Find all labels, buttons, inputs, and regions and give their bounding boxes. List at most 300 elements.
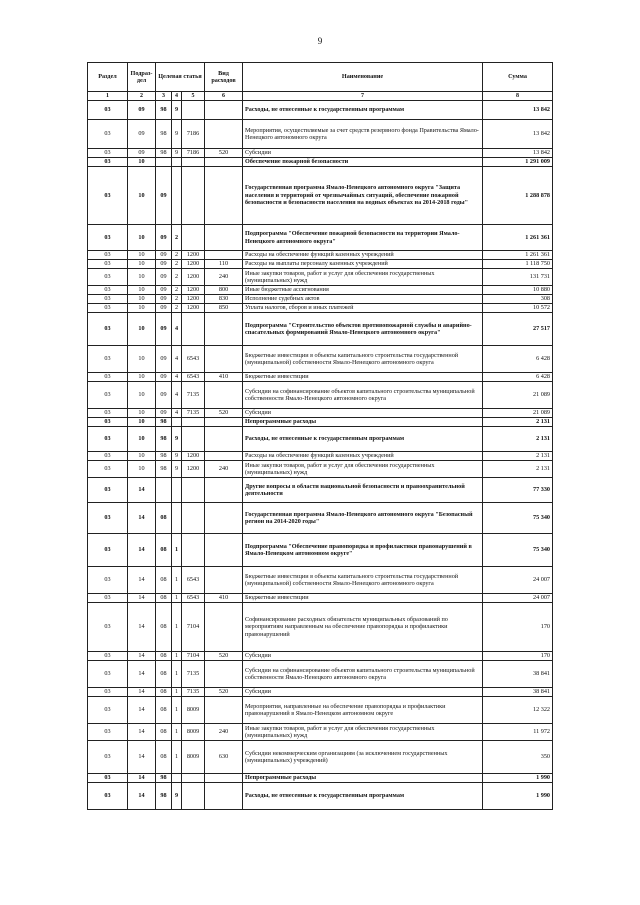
table-row [88, 741, 553, 774]
cell-direction: 7104 [182, 603, 205, 652]
cell-expense-type [205, 427, 243, 452]
table-row [88, 286, 553, 295]
cell-direction [182, 101, 205, 120]
cell-direction [182, 158, 205, 167]
cell-subsection: 09 [128, 149, 156, 158]
cell-program [156, 478, 172, 503]
cell-name: Подпрограмма "Обеспечение правопорядка и профилактики правонарушений в Ямало-Ненецком автономном округе" [243, 534, 483, 567]
cell-direction: 1200 [182, 286, 205, 295]
cell-subprogram: 4 [172, 382, 182, 409]
cell-subprogram: 1 [172, 567, 182, 594]
cell-expense-type [205, 158, 243, 167]
cell-sum: 10 880 [483, 286, 553, 295]
cell-direction [182, 783, 205, 810]
cell-name: Бюджетные инвестиции в объекты капитального строительства государственной (муниципальной) собственности Ямало-Ненецкого автономного округа [243, 346, 483, 373]
cell-sum: 2 131 [483, 461, 553, 478]
cell-sum: 38 841 [483, 688, 553, 697]
cell-expense-type: 830 [205, 295, 243, 304]
table-row [88, 478, 553, 503]
cell-subprogram: 9 [172, 461, 182, 478]
cell-name: Иные бюджетные ассигнования [243, 286, 483, 295]
cell-sum: 170 [483, 652, 553, 661]
cell-direction: 8009 [182, 741, 205, 774]
index-cell: 6 [205, 92, 243, 101]
cell-direction: 1200 [182, 295, 205, 304]
cell-sum: 10 572 [483, 304, 553, 313]
cell-sum: 2 131 [483, 427, 553, 452]
cell-expense-type [205, 661, 243, 688]
cell-expense-type: 800 [205, 286, 243, 295]
cell-name: Субсидии некоммерческим организациям (за исключением государственных (муниципальных) учреждений) [243, 741, 483, 774]
cell-section: 03 [88, 101, 128, 120]
table-row [88, 661, 553, 688]
cell-direction: 7186 [182, 149, 205, 158]
cell-section: 03 [88, 603, 128, 652]
cell-program: 98 [156, 418, 172, 427]
cell-section: 03 [88, 724, 128, 741]
cell-subprogram: 2 [172, 295, 182, 304]
cell-subprogram: 2 [172, 286, 182, 295]
cell-sum: 2 131 [483, 418, 553, 427]
cell-subprogram [172, 418, 182, 427]
cell-subsection: 14 [128, 567, 156, 594]
cell-sum: 1 990 [483, 783, 553, 810]
cell-sum: 75 340 [483, 534, 553, 567]
cell-subsection: 14 [128, 688, 156, 697]
cell-sum: 1 288 878 [483, 167, 553, 225]
table-row [88, 783, 553, 810]
cell-name: Расходы, не отнесенные к государственным программам [243, 101, 483, 120]
cell-sum: 308 [483, 295, 553, 304]
cell-subprogram [172, 503, 182, 534]
header-name: Наименование [243, 63, 483, 92]
cell-name: Субсидии на софинансирование объектов капитального строительства муниципальной собственности Ямало-Ненецкого автономного округа [243, 382, 483, 409]
cell-direction: 7186 [182, 120, 205, 149]
cell-subsection: 14 [128, 774, 156, 783]
cell-direction: 1200 [182, 304, 205, 313]
header-sum: Сумма [483, 63, 553, 92]
cell-program: 09 [156, 382, 172, 409]
cell-name: Подпрограмма "Обеспечение пожарной безопасности на территории Ямало-Ненецкого автономного округа" [243, 225, 483, 251]
cell-program: 08 [156, 697, 172, 724]
cell-direction: 6543 [182, 346, 205, 373]
cell-subprogram: 9 [172, 149, 182, 158]
cell-subsection: 10 [128, 167, 156, 225]
cell-expense-type: 520 [205, 688, 243, 697]
table-row [88, 452, 553, 461]
cell-expense-type [205, 120, 243, 149]
table-row [88, 304, 553, 313]
cell-subsection: 10 [128, 251, 156, 260]
index-cell: 3 [156, 92, 172, 101]
cell-program: 08 [156, 503, 172, 534]
cell-direction: 6543 [182, 373, 205, 382]
table-row [88, 503, 553, 534]
table-row [88, 567, 553, 594]
cell-section: 03 [88, 304, 128, 313]
cell-subsection: 09 [128, 101, 156, 120]
budget-table [87, 62, 553, 810]
cell-expense-type [205, 382, 243, 409]
cell-direction: 7135 [182, 382, 205, 409]
cell-program: 98 [156, 101, 172, 120]
cell-expense-type [205, 783, 243, 810]
cell-name: Государственная программа Ямало-Ненецкого автономного округа "Безопасный регион на 2014-2020 годы" [243, 503, 483, 534]
cell-program: 98 [156, 452, 172, 461]
cell-subprogram: 2 [172, 251, 182, 260]
cell-name: Иные закупки товаров, работ и услуг для обеспечения государственных (муниципальных) нужд [243, 724, 483, 741]
cell-expense-type [205, 313, 243, 346]
table-row [88, 418, 553, 427]
cell-subsection: 10 [128, 427, 156, 452]
cell-subprogram [172, 478, 182, 503]
cell-direction: 8009 [182, 724, 205, 741]
cell-sum: 1 291 009 [483, 158, 553, 167]
cell-program: 98 [156, 783, 172, 810]
cell-expense-type: 630 [205, 741, 243, 774]
cell-name: Подпрограмма "Строительство объектов противопожарной службы и аварийно-спасательных формирований Ямало-Ненецкого автономного округа" [243, 313, 483, 346]
header-section: Раздел [88, 63, 128, 92]
cell-subsection: 14 [128, 478, 156, 503]
cell-sum: 75 340 [483, 503, 553, 534]
cell-program [156, 158, 172, 167]
cell-subprogram: 1 [172, 688, 182, 697]
cell-subsection: 10 [128, 313, 156, 346]
cell-program: 98 [156, 120, 172, 149]
cell-subsection: 10 [128, 382, 156, 409]
cell-expense-type: 240 [205, 461, 243, 478]
cell-subsection: 14 [128, 652, 156, 661]
cell-direction: 7135 [182, 409, 205, 418]
cell-subprogram [172, 167, 182, 225]
cell-subprogram: 9 [172, 101, 182, 120]
cell-subsection: 10 [128, 346, 156, 373]
cell-name: Субсидии на софинансирование объектов капитального строительства муниципальной собственности Ямало-Ненецкого автономного округа [243, 661, 483, 688]
cell-section: 03 [88, 313, 128, 346]
cell-section: 03 [88, 225, 128, 251]
table-row [88, 774, 553, 783]
cell-expense-type [205, 251, 243, 260]
cell-sum: 24 007 [483, 594, 553, 603]
cell-section: 03 [88, 373, 128, 382]
cell-name: Расходы на выплаты персоналу казенных учреждений [243, 260, 483, 269]
cell-subprogram: 2 [172, 269, 182, 286]
cell-sum: 13 842 [483, 120, 553, 149]
header-subsection: Подраз-дел [128, 63, 156, 92]
cell-subprogram: 1 [172, 697, 182, 724]
index-cell: 2 [128, 92, 156, 101]
cell-name: Иные закупки товаров, работ и услуг для обеспечения государственных (муниципальных) нужд [243, 461, 483, 478]
cell-expense-type: 520 [205, 652, 243, 661]
cell-expense-type [205, 567, 243, 594]
cell-subsection: 10 [128, 295, 156, 304]
cell-direction: 8009 [182, 697, 205, 724]
cell-direction: 1200 [182, 269, 205, 286]
cell-program: 09 [156, 295, 172, 304]
cell-program: 09 [156, 313, 172, 346]
cell-section: 03 [88, 286, 128, 295]
cell-name: Другие вопросы в области национальной безопасности и правоохранительной деятельности [243, 478, 483, 503]
cell-program: 08 [156, 661, 172, 688]
cell-section: 03 [88, 120, 128, 149]
cell-subsection: 14 [128, 724, 156, 741]
header-target-article: Целевая статья [156, 63, 205, 92]
cell-name: Иные закупки товаров, работ и услуг для обеспечения государственных (муниципальных) нужд [243, 269, 483, 286]
cell-section: 03 [88, 167, 128, 225]
cell-subprogram: 1 [172, 724, 182, 741]
cell-direction [182, 478, 205, 503]
cell-program: 09 [156, 167, 172, 225]
cell-program: 98 [156, 149, 172, 158]
cell-subprogram: 2 [172, 304, 182, 313]
cell-expense-type: 850 [205, 304, 243, 313]
cell-sum: 1 261 361 [483, 225, 553, 251]
cell-subprogram: 1 [172, 603, 182, 652]
table-row [88, 409, 553, 418]
cell-sum: 38 841 [483, 661, 553, 688]
cell-expense-type [205, 697, 243, 724]
cell-section: 03 [88, 295, 128, 304]
cell-name: Бюджетные инвестиции [243, 594, 483, 603]
cell-section: 03 [88, 783, 128, 810]
cell-subsection: 14 [128, 603, 156, 652]
cell-name: Непрограммные расходы [243, 418, 483, 427]
cell-section: 03 [88, 269, 128, 286]
cell-subprogram: 4 [172, 409, 182, 418]
cell-expense-type [205, 478, 243, 503]
cell-direction: 7104 [182, 652, 205, 661]
cell-expense-type [205, 167, 243, 225]
cell-program: 08 [156, 567, 172, 594]
table-row [88, 313, 553, 346]
cell-name: Софинансирование расходных обязательств муниципальных образований по мероприятиям направленным на обеспечение правопорядка и профилактики правонарушений [243, 603, 483, 652]
cell-direction: 1200 [182, 461, 205, 478]
cell-section: 03 [88, 418, 128, 427]
table-row [88, 534, 553, 567]
table-row [88, 260, 553, 269]
cell-subsection: 14 [128, 783, 156, 810]
cell-direction: 1200 [182, 452, 205, 461]
cell-sum: 1 990 [483, 774, 553, 783]
cell-subsection: 10 [128, 225, 156, 251]
cell-subprogram: 9 [172, 120, 182, 149]
cell-section: 03 [88, 427, 128, 452]
cell-sum: 11 972 [483, 724, 553, 741]
cell-direction [182, 225, 205, 251]
cell-subprogram: 4 [172, 313, 182, 346]
cell-name: Исполнение судебных актов [243, 295, 483, 304]
cell-section: 03 [88, 461, 128, 478]
cell-expense-type: 110 [205, 260, 243, 269]
cell-name: Уплата налогов, сборов и иных платежей [243, 304, 483, 313]
cell-program: 08 [156, 603, 172, 652]
cell-subsection: 09 [128, 120, 156, 149]
cell-sum: 6 428 [483, 346, 553, 373]
cell-section: 03 [88, 652, 128, 661]
cell-subprogram [172, 774, 182, 783]
cell-subprogram: 1 [172, 661, 182, 688]
cell-subsection: 10 [128, 158, 156, 167]
cell-expense-type [205, 774, 243, 783]
cell-name: Обеспечение пожарной безопасности [243, 158, 483, 167]
cell-section: 03 [88, 149, 128, 158]
cell-subprogram: 4 [172, 373, 182, 382]
index-cell: 5 [182, 92, 205, 101]
cell-subprogram: 2 [172, 225, 182, 251]
cell-program: 09 [156, 269, 172, 286]
cell-sum: 21 089 [483, 409, 553, 418]
table-row [88, 101, 553, 120]
cell-name: Расходы на обеспечение функций казенных учреждений [243, 452, 483, 461]
page-number: 9 [317, 36, 323, 46]
cell-sum: 27 517 [483, 313, 553, 346]
cell-subsection: 10 [128, 409, 156, 418]
cell-name: Непрограммные расходы [243, 774, 483, 783]
cell-expense-type [205, 346, 243, 373]
index-cell: 1 [88, 92, 128, 101]
cell-subprogram: 1 [172, 741, 182, 774]
cell-expense-type: 240 [205, 269, 243, 286]
cell-expense-type [205, 452, 243, 461]
cell-section: 03 [88, 346, 128, 373]
cell-section: 03 [88, 688, 128, 697]
cell-name: Расходы, не отнесенные к государственным программам [243, 427, 483, 452]
cell-expense-type [205, 503, 243, 534]
cell-name: Расходы на обеспечение функций казенных учреждений [243, 251, 483, 260]
table-row [88, 225, 553, 251]
index-cell: 7 [243, 92, 483, 101]
table-row [88, 346, 553, 373]
cell-name: Бюджетные инвестиции в объекты капитального строительства государственной (муниципальной) собственности Ямало-Ненецкого автономного округа [243, 567, 483, 594]
cell-expense-type: 240 [205, 724, 243, 741]
cell-sum: 6 428 [483, 373, 553, 382]
cell-program: 09 [156, 373, 172, 382]
table-row [88, 269, 553, 286]
table-row [88, 295, 553, 304]
cell-direction: 7135 [182, 688, 205, 697]
cell-section: 03 [88, 774, 128, 783]
cell-section: 03 [88, 251, 128, 260]
cell-direction [182, 427, 205, 452]
cell-program: 98 [156, 427, 172, 452]
cell-program: 09 [156, 260, 172, 269]
cell-subprogram: 1 [172, 594, 182, 603]
table-row [88, 688, 553, 697]
header-row [88, 63, 553, 92]
cell-expense-type: 520 [205, 409, 243, 418]
cell-sum: 350 [483, 741, 553, 774]
cell-subsection: 10 [128, 286, 156, 295]
cell-program: 08 [156, 741, 172, 774]
table-row [88, 427, 553, 452]
table-row [88, 603, 553, 652]
cell-section: 03 [88, 741, 128, 774]
cell-sum: 2 131 [483, 452, 553, 461]
cell-direction: 6543 [182, 594, 205, 603]
header-expense-type: Вид расходов [205, 63, 243, 92]
cell-sum: 21 089 [483, 382, 553, 409]
cell-expense-type: 520 [205, 149, 243, 158]
cell-subprogram: 4 [172, 346, 182, 373]
cell-program: 08 [156, 724, 172, 741]
table-row [88, 594, 553, 603]
cell-subsection: 14 [128, 697, 156, 724]
table-row [88, 158, 553, 167]
cell-name: Расходы, не отнесенные к государственным программам [243, 783, 483, 810]
cell-direction: 1200 [182, 251, 205, 260]
cell-subsection: 14 [128, 534, 156, 567]
table-row [88, 382, 553, 409]
cell-direction [182, 534, 205, 567]
cell-section: 03 [88, 594, 128, 603]
cell-program: 09 [156, 251, 172, 260]
cell-sum: 131 731 [483, 269, 553, 286]
cell-direction [182, 167, 205, 225]
cell-subsection: 14 [128, 503, 156, 534]
cell-expense-type [205, 225, 243, 251]
cell-subprogram: 1 [172, 652, 182, 661]
cell-subsection: 14 [128, 661, 156, 688]
cell-direction: 6543 [182, 567, 205, 594]
cell-sum: 77 330 [483, 478, 553, 503]
cell-expense-type [205, 534, 243, 567]
cell-section: 03 [88, 382, 128, 409]
cell-subprogram: 9 [172, 427, 182, 452]
cell-program: 09 [156, 225, 172, 251]
index-cell: 4 [172, 92, 182, 101]
cell-sum: 24 007 [483, 567, 553, 594]
cell-subsection: 10 [128, 461, 156, 478]
cell-sum: 170 [483, 603, 553, 652]
cell-program: 08 [156, 652, 172, 661]
cell-program: 09 [156, 409, 172, 418]
cell-sum: 1 118 750 [483, 260, 553, 269]
table-row [88, 652, 553, 661]
column-index-row [88, 92, 553, 101]
cell-subprogram [172, 158, 182, 167]
cell-expense-type [205, 603, 243, 652]
cell-name: Субсидии [243, 652, 483, 661]
cell-subsection: 10 [128, 373, 156, 382]
cell-section: 03 [88, 409, 128, 418]
table-row [88, 697, 553, 724]
cell-subprogram: 1 [172, 534, 182, 567]
cell-program: 09 [156, 346, 172, 373]
cell-subsection: 10 [128, 260, 156, 269]
cell-program: 09 [156, 304, 172, 313]
cell-name: Государственная программа Ямало-Ненецкого автономного округа "Защита населения и территорий от чрезвычайных ситуаций, обеспечение пожарной безопасности и безопасности населения на водных объектах на 2014-2018 годы" [243, 167, 483, 225]
cell-program: 98 [156, 774, 172, 783]
cell-section: 03 [88, 452, 128, 461]
cell-name: Субсидии [243, 688, 483, 697]
cell-sum: 13 842 [483, 149, 553, 158]
cell-section: 03 [88, 503, 128, 534]
table-row [88, 724, 553, 741]
cell-name: Бюджетные инвестиции [243, 373, 483, 382]
cell-section: 03 [88, 260, 128, 269]
cell-direction: 1200 [182, 260, 205, 269]
cell-section: 03 [88, 661, 128, 688]
cell-subsection: 10 [128, 452, 156, 461]
cell-section: 03 [88, 158, 128, 167]
cell-expense-type [205, 101, 243, 120]
cell-program: 98 [156, 461, 172, 478]
cell-name: Мероприятия, направленные на обеспечение правопорядка и профилактики правонарушений в Ямало-Ненецком автономном округе [243, 697, 483, 724]
cell-subprogram: 2 [172, 260, 182, 269]
cell-name: Субсидии [243, 149, 483, 158]
cell-expense-type [205, 418, 243, 427]
cell-section: 03 [88, 567, 128, 594]
